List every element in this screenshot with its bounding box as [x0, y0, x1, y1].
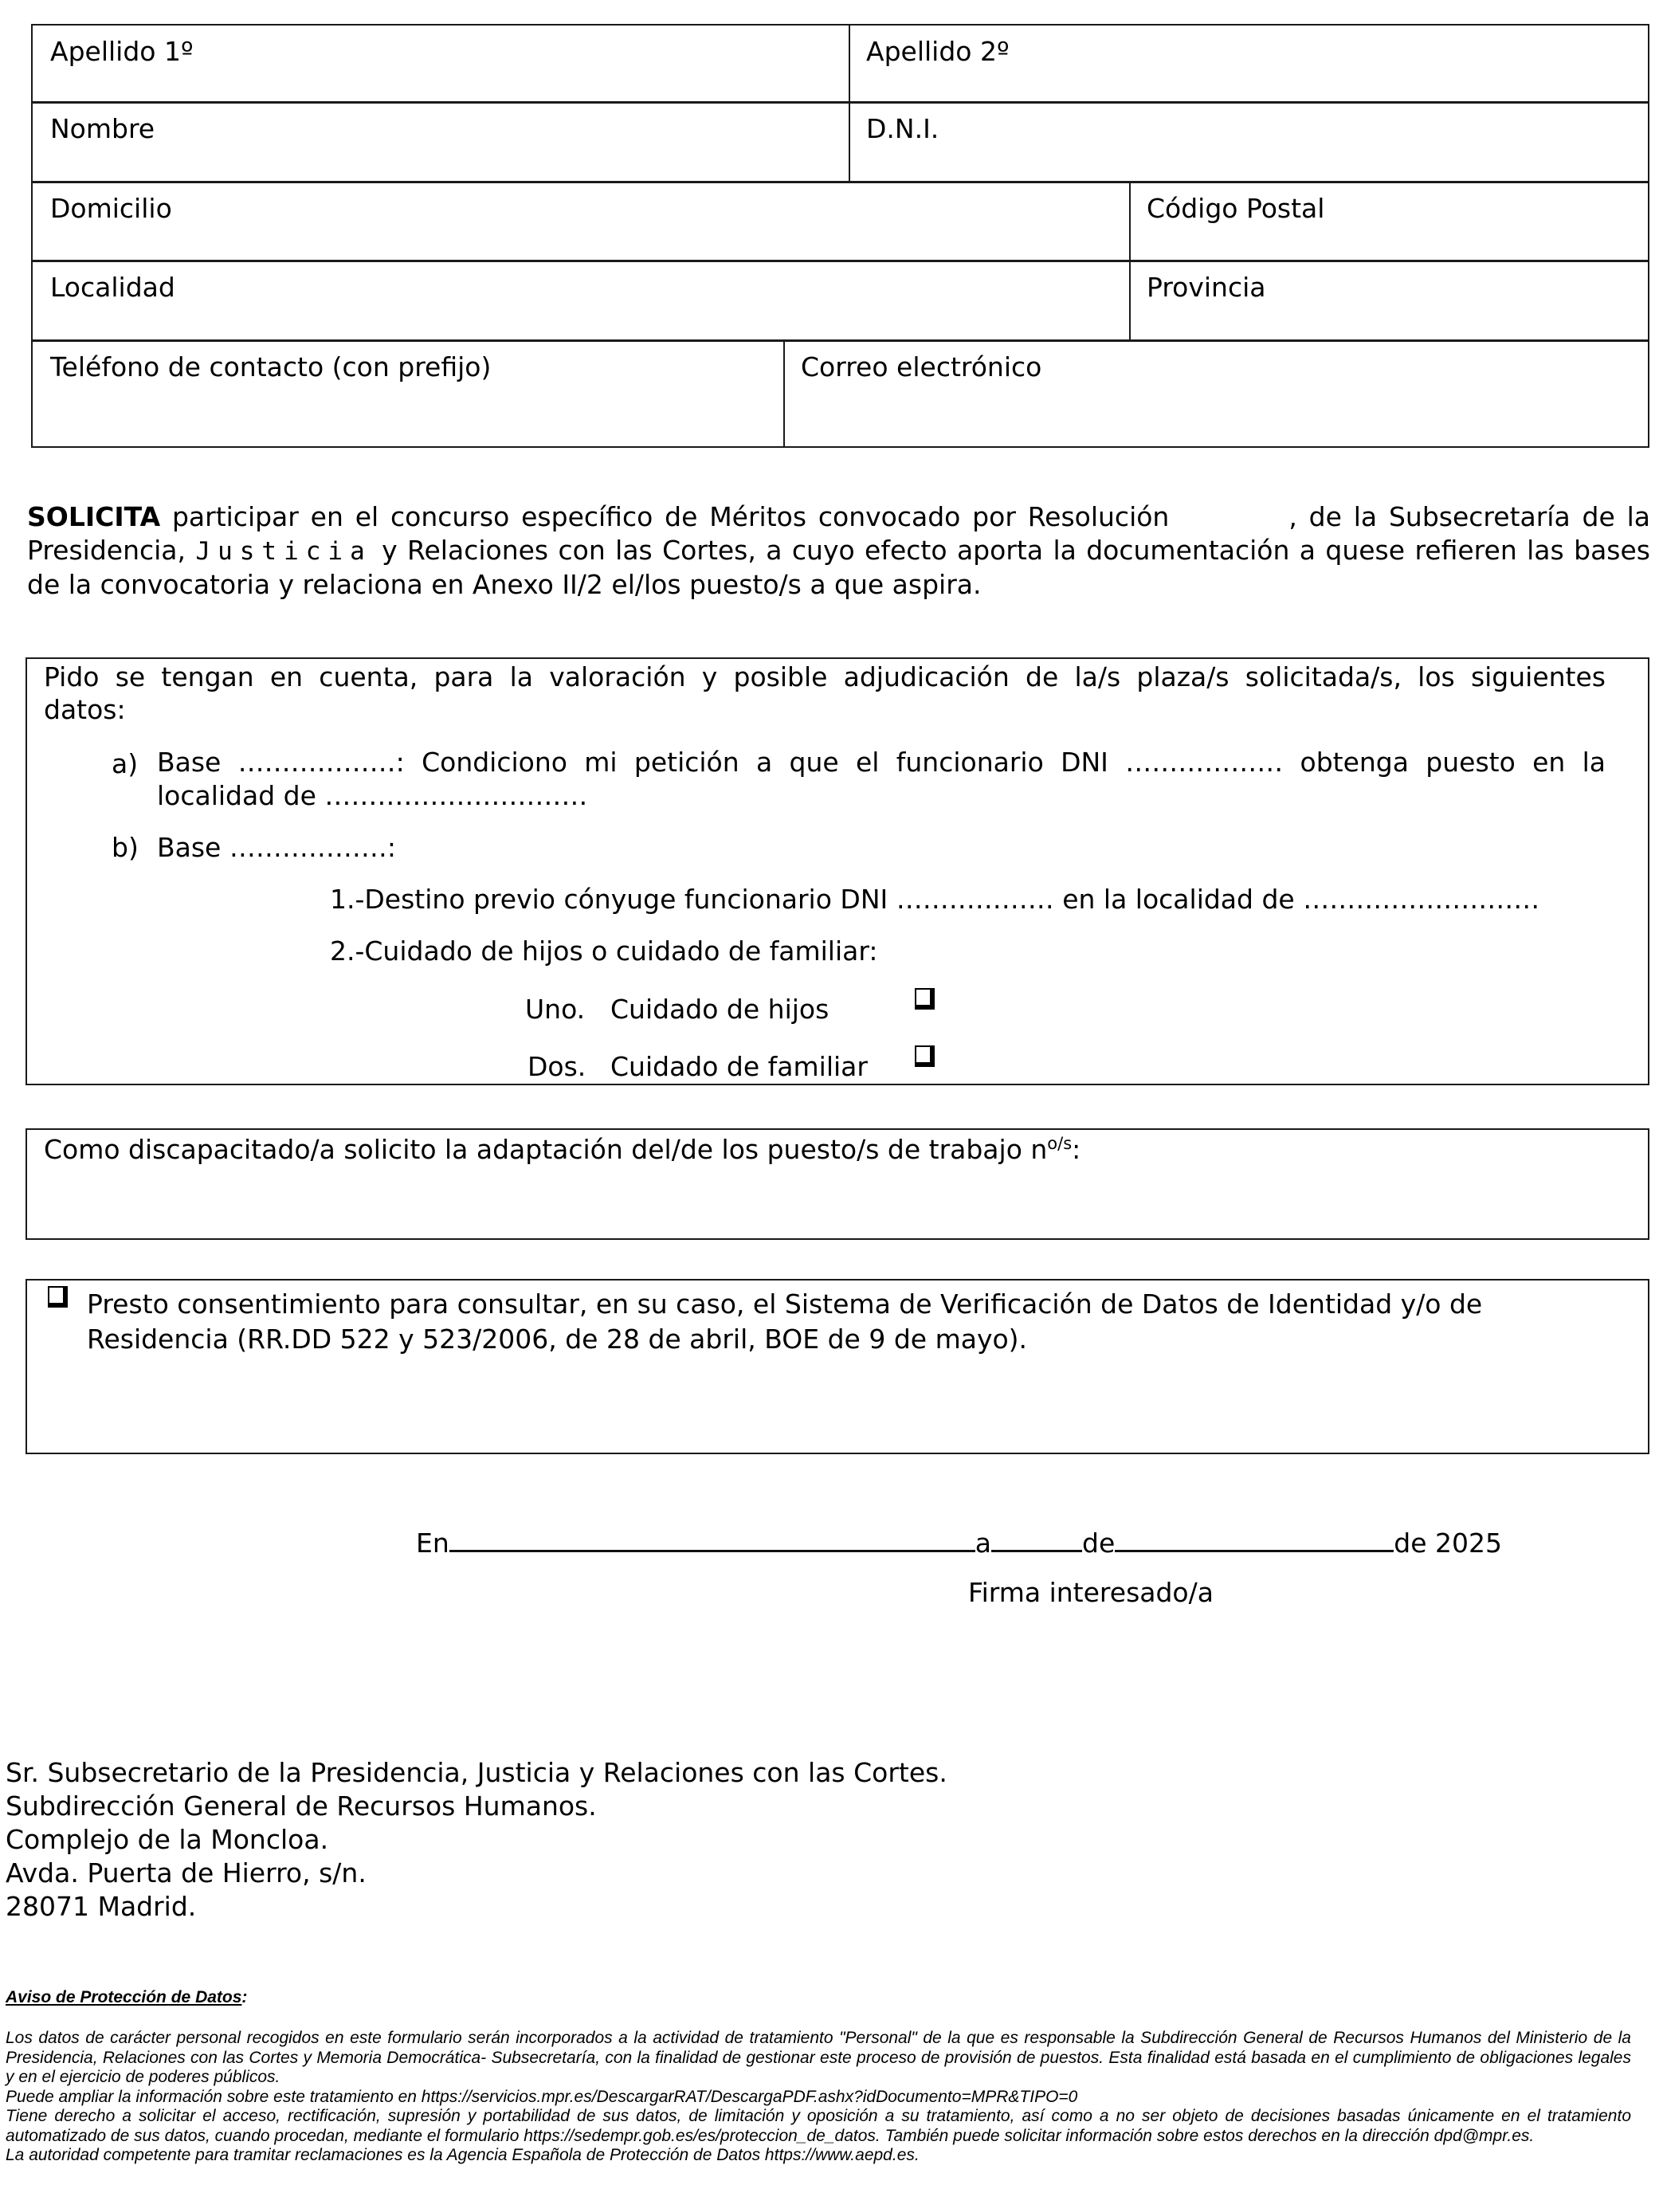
disability-colon: : [1072, 1134, 1081, 1165]
date-line [416, 1528, 1502, 1559]
pido-intro: Pido se tengan en cuenta, para la valoración y posible adjudicación de la/s plaza/s solicitada/s, los siguientes [44, 661, 1606, 692]
solicita-text-3: y Relaciones con las Cortes, a cuyo efecto aporta la documentación a quese refieren las bases de la convocatoria y relaciona en Anexo II/2 el/los puesto/s a que aspira. [27, 535, 1650, 600]
data-protection-title-colon: : [241, 1988, 248, 2006]
option-b-text: Base ………………: [157, 832, 396, 863]
option-b-marker: b) [112, 832, 139, 863]
nombre-field[interactable] [33, 104, 848, 180]
apellido2-field[interactable] [851, 26, 1648, 100]
uno-text: Cuidado de hijos [610, 994, 830, 1025]
data-protection-paragraph: La autoridad competente para tramitar reclamaciones es la Agencia Española de Protección de Datos https://www.aepd.es. [6, 2146, 920, 2164]
dos-text: Cuidado de familiar [610, 1051, 868, 1082]
localidad-field[interactable] [33, 262, 1128, 339]
option-a-text: Base ………………: Condiciono mi petición a que el funcionario DNI ……………… obtenga puesto en la [157, 747, 1606, 778]
address-line: Complejo de la Moncloa. [6, 1824, 329, 1855]
apellido1-field[interactable] [33, 26, 848, 100]
apellido1-label: Apellido 1º [50, 36, 194, 67]
disability-text-main: Como discapacitado/a solicito la adaptación del/de los puesto/s de trabajo n [44, 1134, 1048, 1165]
provincia-label: Provincia [1147, 272, 1266, 303]
solicita-justicia: Justicia [195, 537, 372, 566]
consent-text-1: Presto consentimiento para consultar, en su caso, el Sistema de Verificación de Datos de Identidad y/o de [87, 1288, 1483, 1320]
address-line: 28071 Madrid. [6, 1891, 197, 1922]
data-protection-paragraph: Tiene derecho a solicitar el acceso, rectificación, supresión y portabilidad de sus datos, de limitación y oposición a su tratamiento, así como a no ser objeto de decisiones basadas únicamente en el tratamiento automatizado de sus datos, cuando procedan, mediante el formulario https://sedempr.gob.es/es/proteccion_de_datos. También puede solicitar información sobre estos derechos en la dirección dpd@mpr.es. [6, 2107, 1631, 2145]
telefono-label: Teléfono de contacto (con prefijo) [50, 351, 492, 382]
date-year-label: de 2025 [1394, 1528, 1502, 1559]
column-divider [1129, 182, 1131, 341]
codigo-postal-field[interactable] [1131, 183, 1648, 259]
solicita-keyword: SOLICITA [27, 501, 161, 532]
date-month-blank[interactable] [1115, 1528, 1394, 1552]
data-protection-paragraph: Puede ampliar la información sobre este tratamiento en https://servicios.mpr.es/DescargarRAT/DescargaPDF.ashx?idDocumento=MPR&TIPO=0 [6, 2087, 1078, 2106]
domicilio-field[interactable] [33, 183, 1128, 259]
address-line: Avda. Puerta de Hierro, s/n. [6, 1857, 367, 1888]
option-b-item-2: 2.-Cuidado de hijos o cuidado de familiar: [330, 935, 878, 967]
column-divider [783, 340, 785, 448]
option-a-marker: a) [112, 748, 139, 779]
disability-sup: o/s [1047, 1134, 1073, 1153]
date-de-label: de [1082, 1528, 1116, 1559]
nombre-label: Nombre [50, 113, 155, 144]
option-b-item-1: 1.-Destino previo cónyuge funcionario DNI ……………… en la localidad de ……………………… [330, 884, 1540, 915]
domicilio-label: Domicilio [50, 193, 172, 224]
recipient-address [6, 1756, 947, 1924]
codigo-postal-label: Código Postal [1147, 193, 1325, 224]
correo-field[interactable] [786, 342, 1648, 446]
solicita-paragraph [27, 500, 1650, 602]
dni-field[interactable] [851, 104, 1648, 180]
uno-label: Uno. [525, 994, 586, 1025]
checkbox-cuidado-familiar[interactable] [915, 1045, 935, 1067]
consent-text-2: Residencia (RR.DD 522 y 523/2006, de 28 de abril, BOE de 9 de mayo). [87, 1324, 1028, 1355]
data-protection-paragraph: Los datos de carácter personal recogidos en este formulario serán incorporados a la actividad de tratamiento "Personal" de la que es responsable la Subdirección General de Recursos Humanos del Ministerio de la Presidencia, Relaciones con las Cortes y Memoria Democrática- Subsecretaría, con la finalidad de gestionar este proceso de provisión de puestos. Esta finalidad está basada en el cumplimiento de obligaciones legales y en el ejercicio de poderes públicos. [6, 2029, 1631, 2086]
data-protection-title [6, 1988, 247, 2007]
date-day-blank[interactable] [991, 1528, 1082, 1552]
dni-label: D.N.I. [866, 113, 939, 144]
data-protection-body [6, 2029, 1631, 2166]
option-a-text-2: localidad de ………………………… [157, 780, 588, 811]
provincia-field[interactable] [1131, 262, 1648, 339]
apellido2-label: Apellido 2º [866, 36, 1010, 67]
localidad-label: Localidad [50, 272, 175, 303]
dos-label: Dos. [528, 1051, 586, 1082]
correo-label: Correo electrónico [801, 351, 1042, 382]
column-divider [849, 24, 850, 182]
date-a-label: a [975, 1528, 991, 1559]
disability-text [44, 1135, 1081, 1163]
solicita-text-2: , de la Subsecretaría de la Presidencia, [27, 501, 1651, 566]
pido-intro-2: datos: [44, 694, 126, 725]
address-line: Sr. Subsecretario de la Presidencia, Justicia y Relaciones con las Cortes. [6, 1757, 947, 1788]
data-protection-title-text: Aviso de Protección de Datos [6, 1988, 242, 2006]
date-en-label: En [416, 1528, 449, 1559]
checkbox-consent[interactable] [48, 1286, 68, 1308]
signature-label: Firma interesado/a [968, 1577, 1214, 1608]
preferences-box [25, 657, 1649, 1085]
date-place-blank[interactable] [449, 1528, 975, 1552]
telefono-field[interactable] [33, 342, 782, 446]
checkbox-cuidado-hijos[interactable] [915, 988, 935, 1010]
address-line: Subdirección General de Recursos Humanos. [6, 1790, 597, 1822]
solicita-text-1: participar en el concurso específico de Méritos convocado por Resolución [160, 501, 1170, 532]
